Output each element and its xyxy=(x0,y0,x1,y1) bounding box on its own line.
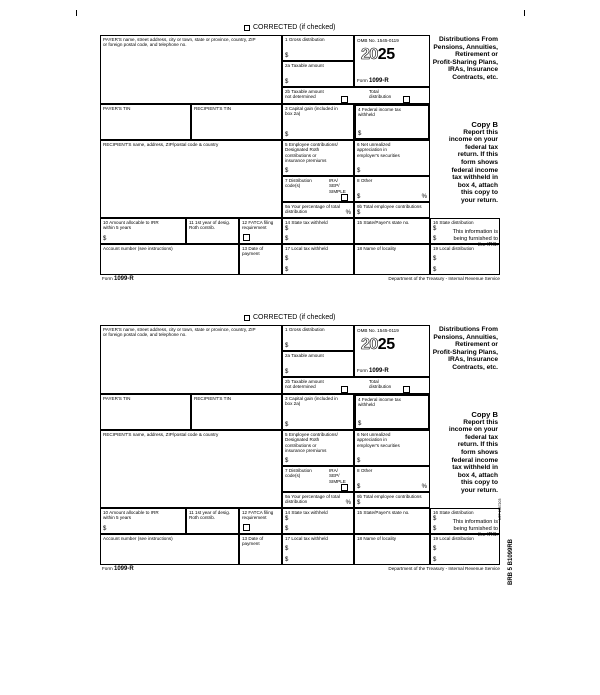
box8-other[interactable] xyxy=(354,466,430,492)
box12-fatca[interactable] xyxy=(239,508,282,534)
box9b-label: 9b Total employee contributions xyxy=(357,204,422,209)
box2a-label: 2a Taxable amount xyxy=(285,353,324,358)
box8-label: 8 Other xyxy=(357,178,373,183)
form-name xyxy=(357,368,389,374)
box8-label: 8 Other xyxy=(357,468,373,473)
box9a-percent: % xyxy=(345,210,351,216)
box16-dollar-2: $ xyxy=(433,236,437,242)
box18-label: 18 Name of locality xyxy=(357,536,397,541)
payer-tin-box[interactable] xyxy=(100,104,191,140)
box12-label: 12 FATCA filing requirement xyxy=(242,220,274,231)
recipient-tin-box[interactable] xyxy=(191,104,282,140)
box6-net-unrealized-appreciation[interactable] xyxy=(354,140,430,176)
copy-b-text: Report this income on your federal tax return. If this form shows federal income tax withheld in box 4, attach this copy to your return. xyxy=(448,418,498,494)
box10-irr-amount[interactable] xyxy=(100,218,186,244)
box17-dollar-1: $ xyxy=(285,256,289,262)
box16-label: 16 State distribution xyxy=(433,510,474,515)
corrected-checkbox-row xyxy=(244,314,335,322)
box13-date-of-payment[interactable] xyxy=(239,244,282,275)
copy-b-heading: Copy B xyxy=(471,410,498,419)
form-title: Distributions From Pensions, Annuities, Retirement or Profit-Sharing Plans, IRAs, Insurance Contracts, etc. xyxy=(432,36,498,81)
box14-state-tax[interactable] xyxy=(282,218,354,244)
recipient-tin-label: RECIPIENT'S TIN xyxy=(194,396,232,401)
box9a-label: 9a Your percentage of total distribution xyxy=(285,494,340,505)
department-label: Department of the Treasury - Internal Revenue Service xyxy=(388,276,500,281)
recipient-info-box[interactable] xyxy=(100,430,282,508)
box11-label: 11 1st year of desig. Roth contrib. xyxy=(189,220,231,231)
box10-label: 10 Amount allocable to IRR within 5 years xyxy=(103,510,159,521)
box19-dollar-2: $ xyxy=(433,267,437,273)
box7-distribution-codes[interactable] xyxy=(282,466,354,492)
box9a-label: 9a Your percentage of total distribution xyxy=(285,204,340,215)
box2b-label: 2b Taxable amount not determined xyxy=(285,89,324,100)
box10-dollar: $ xyxy=(103,236,107,242)
box12-label: 12 FATCA filing requirement xyxy=(242,510,274,521)
side-code-text: BRB 5 B1099RB xyxy=(508,538,514,585)
box16-state-distribution[interactable] xyxy=(430,508,500,534)
account-number-box[interactable] xyxy=(100,534,239,565)
footer-form-word: Form xyxy=(102,276,113,281)
box7-ira-sep-simple-checkbox[interactable] xyxy=(341,194,348,201)
box8-dollar: $ xyxy=(357,484,361,490)
box2b-total-distribution-checkbox[interactable] xyxy=(403,96,410,103)
box2a-taxable-amount[interactable] xyxy=(282,351,354,377)
box19-local-distribution[interactable] xyxy=(430,244,500,275)
box2b-total-distribution-checkbox[interactable] xyxy=(403,386,410,393)
box16-state-distribution[interactable] xyxy=(430,218,500,244)
box12-fatca-checkbox[interactable] xyxy=(243,524,250,531)
box5-employee-contributions[interactable] xyxy=(282,430,354,466)
box4-label: 4 Federal income tax withheld xyxy=(358,397,401,408)
box3-capital-gain[interactable] xyxy=(282,394,354,430)
payer-info-box[interactable] xyxy=(100,325,282,394)
box17-dollar-2: $ xyxy=(285,267,289,273)
year-prefix: 20 xyxy=(361,46,378,63)
box13-label: 13 Date of payment xyxy=(242,246,264,257)
box17-dollar-1: $ xyxy=(285,546,289,552)
box9b-dollar: $ xyxy=(357,210,361,216)
box14-label: 14 State tax withheld xyxy=(285,220,328,225)
box2b-not-determined-checkbox[interactable] xyxy=(341,96,348,103)
form-word: Form xyxy=(357,368,368,373)
box7-label: 7 Distribution code(s) xyxy=(285,468,312,479)
box2b-total-label: Total distribution xyxy=(369,89,392,100)
omb-number: OMB No. 1545-0119 xyxy=(357,328,399,333)
payer-tin-label: PAYER'S TIN xyxy=(103,106,131,111)
corrected-label: CORRECTED (if checked) xyxy=(253,314,336,321)
box14-dollar-1: $ xyxy=(285,516,289,522)
box14-state-tax[interactable] xyxy=(282,508,354,534)
box18-label: 18 Name of locality xyxy=(357,246,397,251)
payer-label: PAYER'S name, street address, city or town, state or province, country, ZIP or foreign postal code, and telephone no. xyxy=(103,327,256,338)
box19-local-distribution[interactable] xyxy=(430,534,500,565)
box3-label: 3 Capital gain (included in box 2a) xyxy=(285,106,338,117)
box1-label: 1 Gross distribution xyxy=(285,37,325,42)
box15-label: 15 State/Payer's state no. xyxy=(357,220,410,225)
box8-percent: % xyxy=(421,194,427,200)
payer-info-box[interactable] xyxy=(100,35,282,104)
box11-label: 11 1st year of desig. Roth contrib. xyxy=(189,510,231,521)
box1-gross-distribution[interactable] xyxy=(282,325,354,351)
side-printer-code xyxy=(508,538,518,695)
cut-mark-left xyxy=(76,10,77,16)
box14-dollar-2: $ xyxy=(285,236,289,242)
recipient-tin-label: RECIPIENT'S TIN xyxy=(194,106,232,111)
box18-locality[interactable] xyxy=(354,534,430,565)
box1-label: 1 Gross distribution xyxy=(285,327,325,332)
box2a-taxable-amount[interactable] xyxy=(282,61,354,87)
form-title: Distributions From Pensions, Annuities, Retirement or Profit-Sharing Plans, IRAs, Insurance Contracts, etc. xyxy=(432,326,498,371)
corrected-label: CORRECTED (if checked) xyxy=(253,24,336,31)
form-name xyxy=(357,78,389,84)
box14-dollar-1: $ xyxy=(285,226,289,232)
box6-label: 6 Net unrealized appreciation in employer's securities xyxy=(357,432,400,448)
box8-percent: % xyxy=(421,484,427,490)
payer-label: PAYER'S name, street address, city or town, state or province, country, ZIP or foreign postal code, and telephone no. xyxy=(103,37,256,48)
recipient-label: RECIPIENT'S name, address, ZIP/postal code & country xyxy=(103,142,219,147)
box9b-total-employee-contributions[interactable] xyxy=(354,202,430,218)
footer-form-number: 1099-R xyxy=(114,276,134,282)
form-1099r-copy-top xyxy=(100,24,500,320)
account-number-box[interactable] xyxy=(100,244,239,275)
box17-dollar-2: $ xyxy=(285,557,289,563)
box2b-row xyxy=(282,377,430,394)
tax-year xyxy=(361,336,395,354)
box4-label: 4 Federal income tax withheld xyxy=(358,107,401,118)
box2a-label: 2a Taxable amount xyxy=(285,63,324,68)
omb-number: OMB No. 1545-0119 xyxy=(357,38,399,43)
box19-dollar-1: $ xyxy=(433,256,437,262)
box17-local-tax[interactable] xyxy=(282,534,354,565)
box16-label: 16 State distribution xyxy=(433,220,474,225)
cut-mark-right xyxy=(524,10,525,16)
box5-dollar: $ xyxy=(285,458,289,464)
box1-dollar: $ xyxy=(285,53,289,59)
box7-ira-sep-simple-checkbox[interactable] xyxy=(341,484,348,491)
side-printer-code-small xyxy=(498,498,506,560)
box16-dollar-1: $ xyxy=(433,516,437,522)
box2b-total-label: Total distribution xyxy=(369,379,392,390)
box5-employee-contributions[interactable] xyxy=(282,140,354,176)
box10-label: 10 Amount allocable to IRR within 5 years xyxy=(103,220,159,231)
box19-label: 19 Local distribution xyxy=(433,536,474,541)
omb-year-box xyxy=(354,325,430,377)
box2b-not-determined-checkbox[interactable] xyxy=(341,386,348,393)
year-suffix: 25 xyxy=(377,46,395,63)
recipient-label: RECIPIENT'S name, address, ZIP/postal code & country xyxy=(103,432,219,437)
omb-year-box xyxy=(354,35,430,87)
box6-dollar: $ xyxy=(357,458,361,464)
footer-form-word: Form xyxy=(102,566,113,571)
box13-label: 13 Date of payment xyxy=(242,536,264,547)
box9a-percentage[interactable] xyxy=(282,202,354,218)
box17-label: 17 Local tax withheld xyxy=(285,536,328,541)
box14-dollar-2: $ xyxy=(285,526,289,532)
form-word: Form xyxy=(357,78,368,83)
box2b-row xyxy=(282,87,430,104)
box2a-dollar: $ xyxy=(285,79,289,85)
box5-label: 5 Employee contributions/ Designated Roth contributions or insurance premiums xyxy=(285,432,338,453)
box9a-percent: % xyxy=(345,500,351,506)
copy-b-notice xyxy=(420,121,498,205)
box4-dollar: $ xyxy=(358,131,362,137)
box7-ira-label: IRA/ SEP/ SIMPLE xyxy=(329,178,346,194)
box4-dollar: $ xyxy=(358,421,362,427)
box10-dollar: $ xyxy=(103,526,107,532)
box19-dollar-1: $ xyxy=(433,546,437,552)
box3-label: 3 Capital gain (included in box 2a) xyxy=(285,396,338,407)
footer-form-name xyxy=(102,276,134,282)
box19-label: 19 Local distribution xyxy=(433,246,474,251)
box9b-dollar: $ xyxy=(357,500,361,506)
box17-local-tax[interactable] xyxy=(282,244,354,275)
box16-dollar-1: $ xyxy=(433,226,437,232)
furnished-notice: This information is being furnished to the IRS. xyxy=(452,229,498,249)
form-number: 1099-R xyxy=(369,368,389,374)
side-code-small-text: NTF 2587203 xyxy=(498,498,502,520)
account-label: Account number (see instructions) xyxy=(103,536,173,541)
form-1099r-copy-bottom xyxy=(100,314,500,610)
box7-ira-label: IRA/ SEP/ SIMPLE xyxy=(329,468,346,484)
box4-federal-tax-withheld[interactable] xyxy=(354,394,430,430)
box7-label: 7 Distribution code(s) xyxy=(285,178,312,189)
footer-form-number: 1099-R xyxy=(114,566,134,572)
form-number: 1099-R xyxy=(369,78,389,84)
corrected-checkbox[interactable] xyxy=(244,25,250,31)
corrected-checkbox-row xyxy=(244,24,335,32)
box9a-percentage[interactable] xyxy=(282,492,354,508)
box3-capital-gain[interactable] xyxy=(282,104,354,140)
recipient-info-box[interactable] xyxy=(100,140,282,218)
tax-year xyxy=(361,46,395,64)
box1-gross-distribution[interactable] xyxy=(282,35,354,61)
box5-dollar: $ xyxy=(285,168,289,174)
box9b-label: 9b Total employee contributions xyxy=(357,494,422,499)
box2a-dollar: $ xyxy=(285,369,289,375)
payer-tin-box[interactable] xyxy=(100,394,191,430)
footer-form-name xyxy=(102,566,134,572)
year-suffix: 25 xyxy=(377,336,395,353)
box6-dollar: $ xyxy=(357,168,361,174)
box11-first-year-roth[interactable] xyxy=(186,218,239,244)
copy-b-text: Report this income on your federal tax return. If this form shows federal income tax withheld in box 4, attach this copy to your return. xyxy=(448,128,498,204)
box6-label: 6 Net unrealized appreciation in employer's securities xyxy=(357,142,400,158)
box8-dollar: $ xyxy=(357,194,361,200)
box9b-total-employee-contributions[interactable] xyxy=(354,492,430,508)
box5-label: 5 Employee contributions/ Designated Roth contributions or insurance premiums xyxy=(285,142,338,163)
box15-state-payer-no[interactable] xyxy=(354,508,430,534)
box16-dollar-2: $ xyxy=(433,526,437,532)
box4-federal-tax-withheld[interactable] xyxy=(354,104,430,140)
box17-label: 17 Local tax withheld xyxy=(285,246,328,251)
box18-locality[interactable] xyxy=(354,244,430,275)
box13-date-of-payment[interactable] xyxy=(239,534,282,565)
box11-first-year-roth[interactable] xyxy=(186,508,239,534)
box7-distribution-codes[interactable] xyxy=(282,176,354,202)
copy-b-heading: Copy B xyxy=(471,120,498,129)
box12-fatca[interactable] xyxy=(239,218,282,244)
box10-irr-amount[interactable] xyxy=(100,508,186,534)
box3-dollar: $ xyxy=(285,422,289,428)
box14-label: 14 State tax withheld xyxy=(285,510,328,515)
recipient-tin-box[interactable] xyxy=(191,394,282,430)
copy-b-notice xyxy=(420,411,498,495)
payer-tin-label: PAYER'S TIN xyxy=(103,396,131,401)
department-label: Department of the Treasury - Internal Revenue Service xyxy=(388,566,500,571)
box6-net-unrealized-appreciation[interactable] xyxy=(354,430,430,466)
corrected-checkbox[interactable] xyxy=(244,315,250,321)
box15-label: 15 State/Payer's state no. xyxy=(357,510,410,515)
box3-dollar: $ xyxy=(285,132,289,138)
box15-state-payer-no[interactable] xyxy=(354,218,430,244)
box2b-label: 2b Taxable amount not determined xyxy=(285,379,324,390)
box19-dollar-2: $ xyxy=(433,557,437,563)
box8-other[interactable] xyxy=(354,176,430,202)
box12-fatca-checkbox[interactable] xyxy=(243,234,250,241)
box1-dollar: $ xyxy=(285,343,289,349)
year-prefix: 20 xyxy=(361,336,378,353)
account-label: Account number (see instructions) xyxy=(103,246,173,251)
furnished-notice: This information is being furnished to the IRS. xyxy=(452,519,498,539)
